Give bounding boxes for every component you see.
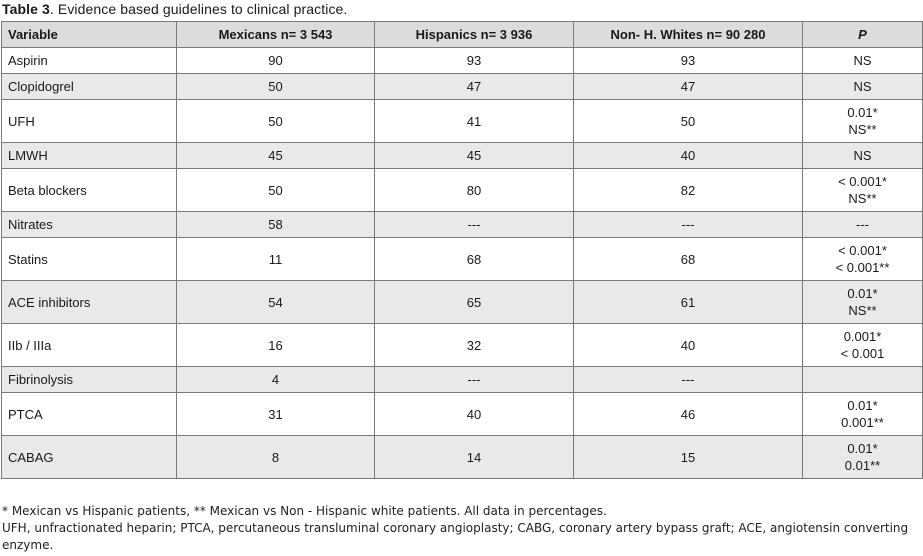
table-row: [2, 436, 923, 479]
p-value-line: NS: [853, 79, 872, 94]
cell-non-hispanic-whites: 50: [574, 100, 803, 143]
table-row: [2, 48, 923, 74]
cell-variable: ACE inhibitors: [2, 281, 177, 324]
table-row: [2, 367, 923, 393]
table-row: [2, 238, 923, 281]
cell-mexicans: 8: [177, 436, 375, 479]
cell-p-value: [803, 324, 923, 367]
cell-hispanics: 80: [375, 169, 574, 212]
cell-mexicans: 50: [177, 169, 375, 212]
p-value-line: NS: [853, 53, 872, 68]
cell-hispanics: ---: [375, 367, 574, 393]
p-value-line: NS**: [848, 122, 877, 137]
cell-mexicans: 58: [177, 212, 375, 238]
cell-mexicans: 50: [177, 100, 375, 143]
cell-mexicans: 50: [177, 74, 375, 100]
p-value-line: NS**: [848, 191, 877, 206]
p-value-line: 0.01**: [844, 458, 881, 473]
header-mexicans: Mexicans n= 3 543: [177, 22, 375, 48]
cell-p-value: [803, 100, 923, 143]
p-value-line: 0.01*: [847, 286, 878, 301]
cell-non-hispanic-whites: 40: [574, 324, 803, 367]
cell-hispanics: 32: [375, 324, 574, 367]
p-value-line: NS: [853, 148, 872, 163]
cell-mexicans: 31: [177, 393, 375, 436]
p-value-line: 0.01*: [847, 398, 878, 413]
header-hispanics: Hispanics n= 3 936: [375, 22, 574, 48]
table-row: [2, 74, 923, 100]
cell-non-hispanic-whites: 93: [574, 48, 803, 74]
cell-hispanics: 41: [375, 100, 574, 143]
table-label: Table 3: [2, 1, 50, 17]
cell-variable: PTCA: [2, 393, 177, 436]
footnotes: [2, 503, 920, 554]
cell-variable: Fibrinolysis: [2, 367, 177, 393]
cell-mexicans: 45: [177, 143, 375, 169]
p-value-line: < 0.001*: [838, 243, 887, 258]
cell-variable: LMWH: [2, 143, 177, 169]
cell-variable: Nitrates: [2, 212, 177, 238]
cell-hispanics: 40: [375, 393, 574, 436]
guidelines-table: [1, 21, 923, 479]
cell-non-hispanic-whites: ---: [574, 367, 803, 393]
cell-variable: Statins: [2, 238, 177, 281]
p-value-line: < 0.001: [840, 346, 885, 361]
cell-non-hispanic-whites: 68: [574, 238, 803, 281]
cell-hispanics: 47: [375, 74, 574, 100]
cell-non-hispanic-whites: 61: [574, 281, 803, 324]
cell-hispanics: 14: [375, 436, 574, 479]
cell-non-hispanic-whites: 46: [574, 393, 803, 436]
table-row: [2, 393, 923, 436]
table-row: [2, 212, 923, 238]
p-value-line: 0.01*: [847, 441, 878, 456]
p-value-line: 0.001**: [841, 415, 884, 430]
table-row: [2, 143, 923, 169]
p-value-line: < 0.001*: [838, 174, 887, 189]
cell-p-value: [803, 143, 923, 169]
cell-non-hispanic-whites: 47: [574, 74, 803, 100]
table-row: [2, 169, 923, 212]
p-value-line: ---: [856, 217, 869, 232]
table-caption: [2, 0, 347, 20]
cell-variable: IIb / IIIa: [2, 324, 177, 367]
p-value-line: 0.01*: [847, 105, 878, 120]
header-variable: Variable: [2, 22, 177, 48]
header-non-hispanic-whites: Non- H. Whites n= 90 280: [574, 22, 803, 48]
cell-non-hispanic-whites: 82: [574, 169, 803, 212]
table-caption-text: . Evidence based guidelines to clinical practice.: [49, 1, 348, 17]
cell-hispanics: 93: [375, 48, 574, 74]
cell-non-hispanic-whites: ---: [574, 212, 803, 238]
cell-hispanics: 65: [375, 281, 574, 324]
cell-p-value: [803, 281, 923, 324]
cell-p-value: [803, 238, 923, 281]
p-value-line: NS**: [848, 303, 877, 318]
cell-variable: Beta blockers: [2, 169, 177, 212]
cell-variable: Aspirin: [2, 48, 177, 74]
cell-p-value: [803, 212, 923, 238]
footnote-significance: * Mexican vs Hispanic patients, ** Mexican vs Non - Hispanic white patients. All data in percentages.: [2, 504, 607, 518]
table-header-row: [2, 22, 923, 48]
cell-variable: Clopidogrel: [2, 74, 177, 100]
cell-non-hispanic-whites: 40: [574, 143, 803, 169]
cell-mexicans: 90: [177, 48, 375, 74]
cell-variable: CABAG: [2, 436, 177, 479]
cell-p-value: [803, 48, 923, 74]
cell-p-value: [803, 74, 923, 100]
cell-p-value: [803, 436, 923, 479]
cell-p-value: [803, 393, 923, 436]
cell-mexicans: 16: [177, 324, 375, 367]
cell-p-value: [803, 169, 923, 212]
table-row: [2, 324, 923, 367]
cell-mexicans: 4: [177, 367, 375, 393]
cell-p-value: [803, 367, 923, 393]
cell-non-hispanic-whites: 15: [574, 436, 803, 479]
table-row: [2, 281, 923, 324]
cell-hispanics: 68: [375, 238, 574, 281]
cell-mexicans: 54: [177, 281, 375, 324]
cell-hispanics: ---: [375, 212, 574, 238]
cell-mexicans: 11: [177, 238, 375, 281]
cell-variable: UFH: [2, 100, 177, 143]
p-value-line: 0.001*: [843, 329, 882, 344]
header-p-value: P: [803, 22, 923, 48]
p-value-line: < 0.001**: [835, 260, 890, 275]
cell-hispanics: 45: [375, 143, 574, 169]
footnote-abbreviations: UFH, unfractionated heparin; PTCA, percutaneous transluminal coronary angioplasty; CABG, coronary artery bypass graft; ACE, angiotensin converting enzyme.: [2, 521, 909, 552]
table-row: [2, 100, 923, 143]
